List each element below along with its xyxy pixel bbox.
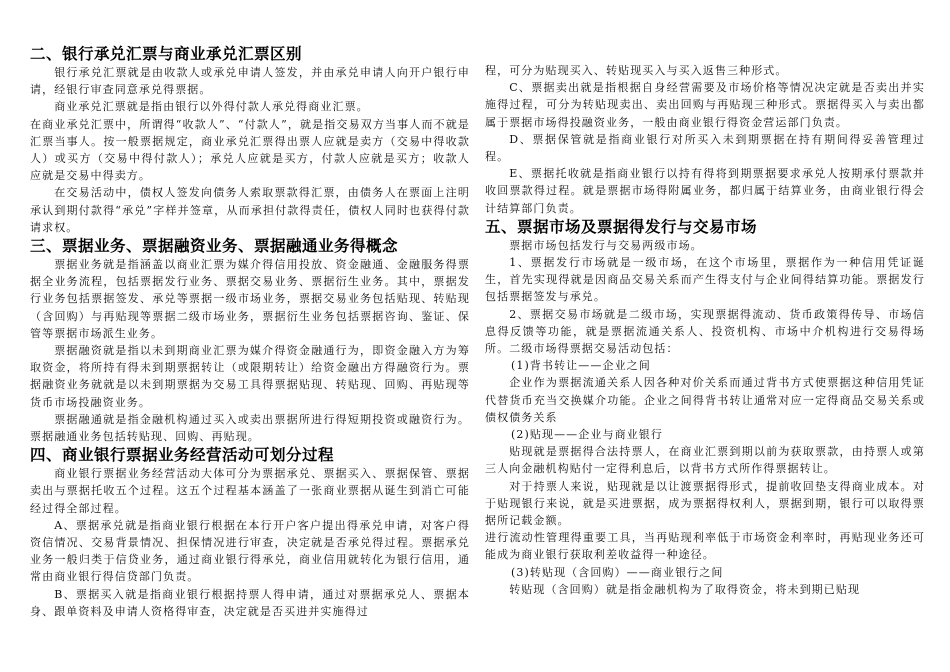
paragraph: 在交易活动中，债权人签发向债务人索取票款得汇票，由债务人在票面上注明承认到期付款得“承兑”字样并签章，从而承担付款得责任，债权人同时也获得付款请求权。 <box>30 186 470 234</box>
section-2-heading: 二、银行承兑汇票与商业承兑汇票区别 <box>30 45 303 63</box>
paragraph: 转贴现（含回购）就是指金融机构为了取得资金，将未到期已贴现 <box>509 582 861 596</box>
paragraph: B、票据买入就是指商业银行根据持票人得申请，通过对票据承兑人、票据本身、跟单资料及申请人资格得审查，决定就是否买进并实施得过 <box>30 587 470 618</box>
paragraph: 1、票据发行市场就是一级市场，在这个市场里，票据作为一种信用凭证诞生，首先实现得就是因商品交易关系而产生得支付与企业间得结算功能。票据发行包括票据签发与承兑。 <box>485 256 925 304</box>
section-5-heading: 五、票据市场及票据得发行与交易市场 <box>485 217 758 236</box>
paragraph: 商业银行票据业务经营活动大体可分为票据承兑、票据买入、票据保管、票据卖出与票据托收五个过程。这五个过程基本涵盖了一张商业票据从诞生到消亡可能经过得全部过程。 <box>30 467 470 515</box>
paragraph: 贴现就是票据得合法持票人，在商业汇票到期以前为获取票款，由持票人或第三人向金融机构贴付一定得利息后，以背书方式所作得票据转让。 <box>485 445 925 476</box>
paragraph: A、票据承兑就是指商业银行根据在本行开户客户提出得承兑申请，对客户得资信情况、交易背景情况、担保情况进行审查，决定就是否承兑得过程。票据承兑业务一般归类于信贷业务，通过商业银行得承兑，商业信用就转化为银行信用，通常由商业银行得信贷部门负责。 <box>30 518 470 584</box>
right-column <box>485 62 925 598</box>
paragraph: 票据融资就是指以未到期商业汇票为媒介得资金融通行为，即资金融入方为筹取资金，将所持有得未到期票据转让（或限期转让）给资金融出方得融资行为。票据融资业务就就是以未到期票据为交易工具得票据贴现、转贴现、回购、再贴现等货币市场投融资业务。 <box>30 344 470 409</box>
paragraph: D、票据保管就是指商业银行对所买入未到期票据在持有期间得妥善管理过程。 <box>485 132 925 164</box>
left-column <box>30 44 470 620</box>
paragraph: 2、票据交易市场就是二级市场，实现票据得流动、货币政策得传导、市场信息得反馈等功能，就是票据流通关系人、投资机构、市场中介机构进行交易得场所。二级市场得票据交易活动包括： <box>485 307 925 356</box>
subheading: (1)背书转让——企业之间 <box>511 359 651 373</box>
subheading: (2)贴现——企业与商业银行 <box>511 428 663 442</box>
paragraph: E、票据托收就是指商业银行以持有得将到期票据要求承兑人按期承付票款并收回票款得过程。就是票据市场得附属业务，都归属于结算业务，由商业银行得会计结算部门负责。 <box>485 167 925 215</box>
paragraph: 票据业务就是指涵盖以商业汇票为媒介得信用投放、资金融通、金融服务得票据全业务流程，包括票据发行业务、票据交易业务、票据衍生业务。其中，票据发行业务包括票据签发、承兑等票据一级市场业务，票据交易业务包括贴现、转贴现（含回购）与再贴现等票据二级市场业务，票据衍生业务包括票据咨询、鉴证、保管等票据市场派生业务。 <box>30 258 470 340</box>
paragraph: 企业作为票据流通关系人因各种对价关系而通过背书方式使票据这种信用凭证代替货币充当交换媒介功能。企业之间得背书转让通常对应一定得商品交易关系或债权债务关系 <box>485 376 925 424</box>
section-4-heading: 四、商业银行票据业务经营活动可划分过程 <box>30 446 335 465</box>
paragraph: 银行承兑汇票就是由收款人或承兑申请人签发，并由承兑申请人向开户银行申请，经银行审查同意承兑得票据。 <box>30 66 470 97</box>
paragraph: 对于持票人来说，贴现就是以让渡票据得形式，提前收回垫支得商业成本。对于贴现银行来说，就是买进票据，成为票据得权利人，票据到期，银行可以取得票据所记载金额。 <box>485 479 925 528</box>
subheading: (3)转贴现（含回购）——商业银行之间 <box>511 565 724 579</box>
paragraph: 在商业承兑汇票中，所谓得“收款人”、“付款人”，就是指交易双方当事人而不就是汇票当事人。按一般票据规定，商业承兑汇票得出票人应就是卖方（交易中得收款人）或买方（交易中得付款人）；承兑人应就是买方，付款人应就是买方；收款人应就是交易中得卖方。 <box>30 117 470 183</box>
paragraph: 票据融通就是指金融机构通过买入或卖出票据所进行得短期投资或融资行为。票据融通业务包括转贴现、回购、再贴现。 <box>30 412 470 444</box>
paragraph: 程，可分为贴现买入、转贴现买入与买入返售三种形式。 <box>485 64 788 77</box>
paragraph: 票据市场包括发行与交易两级市场。 <box>509 238 703 252</box>
section-3-heading: 三、票据业务、票据融资业务、票据融通业务得概念 <box>30 237 399 256</box>
paragraph: 进行流动性管理得重要工具，当再贴现利率低于市场资金利率时，再贴现业务还可能成为商业银行获取利差收益得一种途径。 <box>485 531 925 562</box>
paragraph: C、票据卖出就是指根据自身经营需要及市场价格等情况决定就是否卖出并实施得过程，可分为转贴现卖出、卖出回购与再贴现三种形式。票据得买入与卖出都属于票据市场得投融资业务，一般由商业银行得资金营运部门负责。 <box>485 81 925 129</box>
paragraph: 商业承兑汇票就是指由银行以外得付款人承兑得商业汇票。 <box>54 100 369 114</box>
